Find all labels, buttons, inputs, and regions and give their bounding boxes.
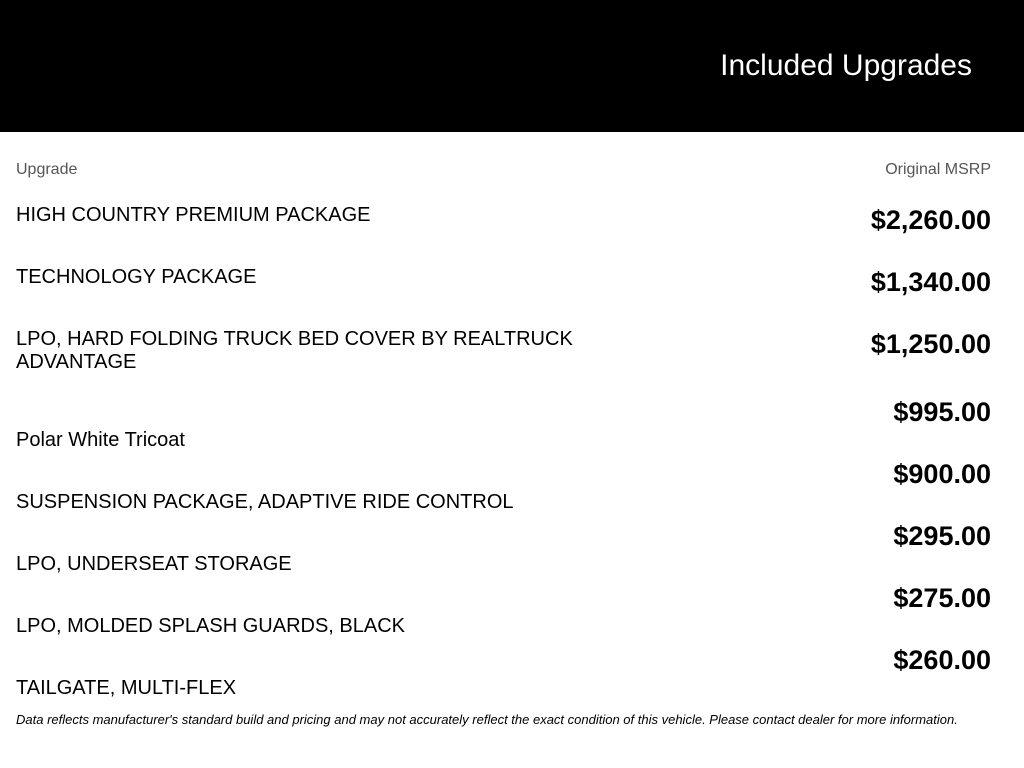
upgrade-price: $1,250.00: [870, 329, 991, 359]
list-item: [16, 396, 991, 458]
upgrade-price: $1,340.00: [870, 267, 991, 297]
column-header-upgrade: Upgrade: [16, 161, 78, 178]
upgrade-name: TAILGATE, MULTI-FLEX: [16, 677, 237, 699]
upgrade-name: LPO, MOLDED SPLASH GUARDS, BLACK: [16, 615, 406, 637]
disclaimer-text: Data reflects manufacturer's standard build and pricing and may not accurately reflect the exact condition of this vehicle. Please contact dealer for more information.: [16, 712, 958, 727]
list-item: [16, 582, 991, 644]
upgrade-price: $900.00: [893, 459, 991, 489]
upgrade-name: TECHNOLOGY PACKAGE: [16, 266, 257, 288]
upgrade-name: Polar White Tricoat: [16, 429, 185, 451]
upgrade-price: $2,260.00: [870, 205, 991, 235]
upgrade-name: LPO, HARD FOLDING TRUCK BED COVER BY REALTRUCK ADVANTAGE: [16, 328, 573, 373]
list-item: [16, 458, 991, 520]
upgrade-name: SUSPENSION PACKAGE, ADAPTIVE RIDE CONTROL: [16, 491, 514, 513]
upgrade-price: $275.00: [893, 583, 991, 613]
page-title: Included Upgrades: [720, 49, 972, 82]
list-item: [16, 328, 991, 390]
list-item: [16, 204, 991, 266]
list-item: [16, 644, 991, 706]
upgrade-name: LPO, UNDERSEAT STORAGE: [16, 553, 292, 575]
list-item: [16, 266, 991, 328]
page-header: [0, 0, 1024, 132]
upgrade-price: $295.00: [893, 521, 991, 551]
upgrade-name: HIGH COUNTRY PREMIUM PACKAGE: [16, 204, 371, 226]
column-header-msrp: Original MSRP: [885, 161, 991, 178]
list-item: [16, 520, 991, 582]
upgrade-price: $995.00: [893, 397, 991, 427]
upgrade-price: $260.00: [893, 645, 991, 675]
